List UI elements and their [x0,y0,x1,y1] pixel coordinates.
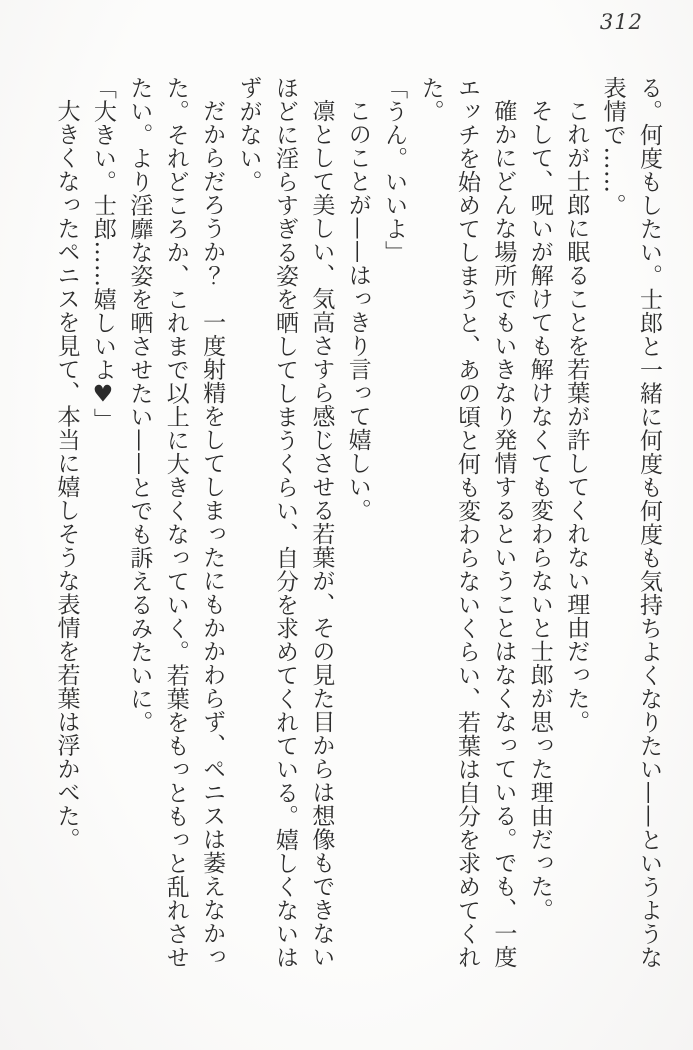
text-line: これが士郎に眠ることを若葉が許してくれない理由だった。 [563,99,590,734]
text-line: だからだろうか？ 一度射精をしてしまったにもかかわらず、ペニスは萎えなかっ [199,99,226,969]
text-line: 大きくなったペニスを見て、本当に嬉しそうな表情を若葉は浮かべた。 [53,99,80,851]
text-line: このことが——はっきり言って嬉しい。 [344,99,371,522]
text-line: 凛として美しい、気高さすら感じさせる若葉が、その見た目からは想像もできない [308,99,335,969]
text-line: 確かにどんな場所でもいきなり発情するということはなくなっている。でも、一度 [490,99,517,969]
text-line: た。それどころか、これまで以上に大きくなっていく。若葉をもっともっと乱れさせ [162,76,189,969]
text-line: 「うん。いいよ」 [381,76,408,264]
text-line: エッチを始めてしまうと、あの頃と何も変わらないくらい、若葉は自分を求めてくれ [453,76,480,969]
text-line: た。 [417,76,444,123]
text-line: ずがない。 [235,76,262,194]
text-line: ほどに淫らすぎる姿を晒してしまうくらい、自分を求めてくれている。嬉しくないは [271,76,298,969]
text-line: る。何度もしたい。士郎と一緒に何度も何度も気持ちよくなりたい——というような [636,76,662,969]
text-line: 表情で……。 [599,76,626,217]
text-line: たい。より淫靡な姿を晒させたい——とでも訴えるみたいに。 [126,76,153,734]
text-line: 「大きい。士郎……嬉しいよ♥」 [89,76,116,432]
body-text [48,76,667,969]
text-line: そして、呪いが解けても解けなくても変わらないと士郎が思った理由だった。 [526,99,553,922]
page-number: 312 [599,10,643,34]
